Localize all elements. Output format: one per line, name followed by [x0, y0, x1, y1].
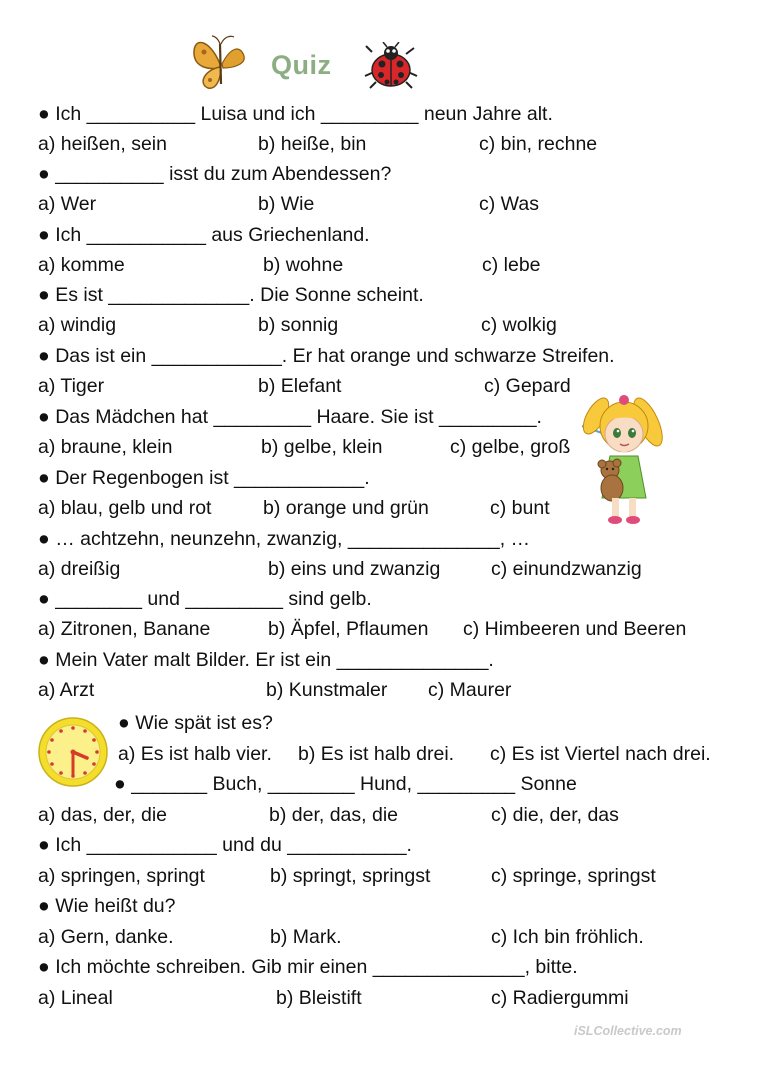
option-a[interactable]: a) heißen, sein	[38, 133, 167, 155]
question-1: ● Ich __________ Luisa und ich _________ neun Jahre alt.	[38, 103, 553, 125]
option-a[interactable]: a) Wer	[38, 193, 97, 215]
question-7: ● Der Regenbogen ist ____________.	[38, 467, 370, 489]
answers-10	[0, 675, 763, 705]
option-c[interactable]: c) Es ist Viertel nach drei.	[490, 743, 711, 765]
option-c[interactable]: c) einundzwanzig	[491, 558, 642, 580]
question-3: ● Ich ___________ aus Griechenland.	[38, 224, 370, 246]
question-4: ● Es ist _____________. Die Sonne scheint.	[38, 284, 424, 306]
option-a[interactable]: a) Zitronen, Banane	[38, 618, 211, 640]
option-b[interactable]: b) Wie	[258, 193, 315, 215]
option-a[interactable]: a) komme	[38, 254, 125, 276]
option-a[interactable]: a) Tiger	[38, 375, 105, 397]
option-a[interactable]: a) dreißig	[38, 558, 121, 580]
option-b[interactable]: b) Mark.	[270, 926, 342, 948]
question-9: ● ________ und _________ sind gelb.	[38, 588, 372, 610]
option-c[interactable]: c) Radiergummi	[491, 987, 629, 1009]
option-c[interactable]: c) gelbe, groß	[450, 436, 571, 458]
answers-8	[0, 554, 763, 584]
question-13: ● Ich ____________ und du ___________.	[38, 834, 412, 856]
option-b[interactable]: b) der, das, die	[269, 804, 398, 826]
option-c[interactable]: c) Himbeeren und Beeren	[463, 618, 687, 640]
option-a[interactable]: a) das, der, die	[38, 804, 167, 826]
option-a[interactable]: a) braune, klein	[38, 436, 173, 458]
option-b[interactable]: b) springt, springst	[270, 865, 431, 887]
option-c[interactable]: c) Was	[479, 193, 539, 215]
question-12: ● _______ Buch, ________ Hund, _________ Sonne	[114, 773, 577, 795]
option-b[interactable]: b) Äpfel, Pflaumen	[268, 618, 429, 640]
question-5: ● Das ist ein ____________. Er hat orange und schwarze Streifen.	[38, 345, 615, 367]
answers-7	[0, 493, 763, 523]
watermark: iSLCollective.com	[574, 1024, 682, 1038]
option-b[interactable]: b) Kunstmaler	[266, 679, 388, 701]
question-15: ● Ich möchte schreiben. Gib mir einen ______________, bitte.	[38, 956, 578, 978]
option-b[interactable]: b) gelbe, klein	[261, 436, 383, 458]
option-c[interactable]: c) wolkig	[481, 314, 557, 336]
option-a[interactable]: a) Es ist halb vier.	[118, 743, 272, 765]
option-c[interactable]: c) bin, rechne	[479, 133, 598, 155]
option-b[interactable]: b) heiße, bin	[258, 133, 367, 155]
answers-14	[0, 922, 763, 952]
question-11: ● Wie spät ist es?	[118, 712, 273, 734]
option-b[interactable]: b) eins und zwanzig	[268, 558, 441, 580]
option-b[interactable]: b) sonnig	[258, 314, 339, 336]
answers-1	[0, 129, 763, 159]
answers-13	[0, 861, 763, 891]
option-c[interactable]: c) Maurer	[428, 679, 512, 701]
option-c[interactable]: c) lebe	[482, 254, 541, 276]
question-8: ● … achtzehn, neunzehn, zwanzig, ______________, …	[38, 528, 531, 550]
answers-2	[0, 189, 763, 219]
option-b[interactable]: b) orange und grün	[263, 497, 429, 519]
option-b[interactable]: b) Es ist halb drei.	[298, 743, 455, 765]
question-10: ● Mein Vater malt Bilder. Er ist ein ______________.	[38, 649, 494, 671]
answers-4	[0, 310, 763, 340]
answers-11	[0, 739, 763, 769]
answers-3	[0, 250, 763, 280]
answers-15	[0, 983, 763, 1013]
option-b[interactable]: b) wohne	[263, 254, 344, 276]
answers-12	[0, 800, 763, 830]
option-a[interactable]: a) Arzt	[38, 679, 95, 701]
option-c[interactable]: c) springe, springst	[491, 865, 656, 887]
question-6: ● Das Mädchen hat _________ Haare. Sie ist _________.	[38, 406, 542, 428]
butterfly-icon	[190, 34, 250, 92]
option-a[interactable]: a) Gern, danke.	[38, 926, 174, 948]
option-a[interactable]: a) windig	[38, 314, 117, 336]
option-a[interactable]: a) springen, springt	[38, 865, 205, 887]
option-a[interactable]: a) blau, gelb und rot	[38, 497, 212, 519]
option-c[interactable]: c) Ich bin fröhlich.	[491, 926, 644, 948]
answers-6	[0, 432, 763, 462]
page-title: Quiz	[271, 50, 332, 80]
option-c[interactable]: c) bunt	[490, 497, 550, 519]
answers-9	[0, 614, 763, 644]
question-2: ● __________ isst du zum Abendessen?	[38, 163, 392, 185]
ladybug-icon	[362, 42, 420, 90]
option-c[interactable]: c) Gepard	[484, 375, 571, 397]
option-a[interactable]: a) Lineal	[38, 987, 113, 1009]
question-14: ● Wie heißt du?	[38, 895, 176, 917]
option-b[interactable]: b) Bleistift	[276, 987, 362, 1009]
option-c[interactable]: c) die, der, das	[491, 804, 619, 826]
option-b[interactable]: b) Elefant	[258, 375, 342, 397]
